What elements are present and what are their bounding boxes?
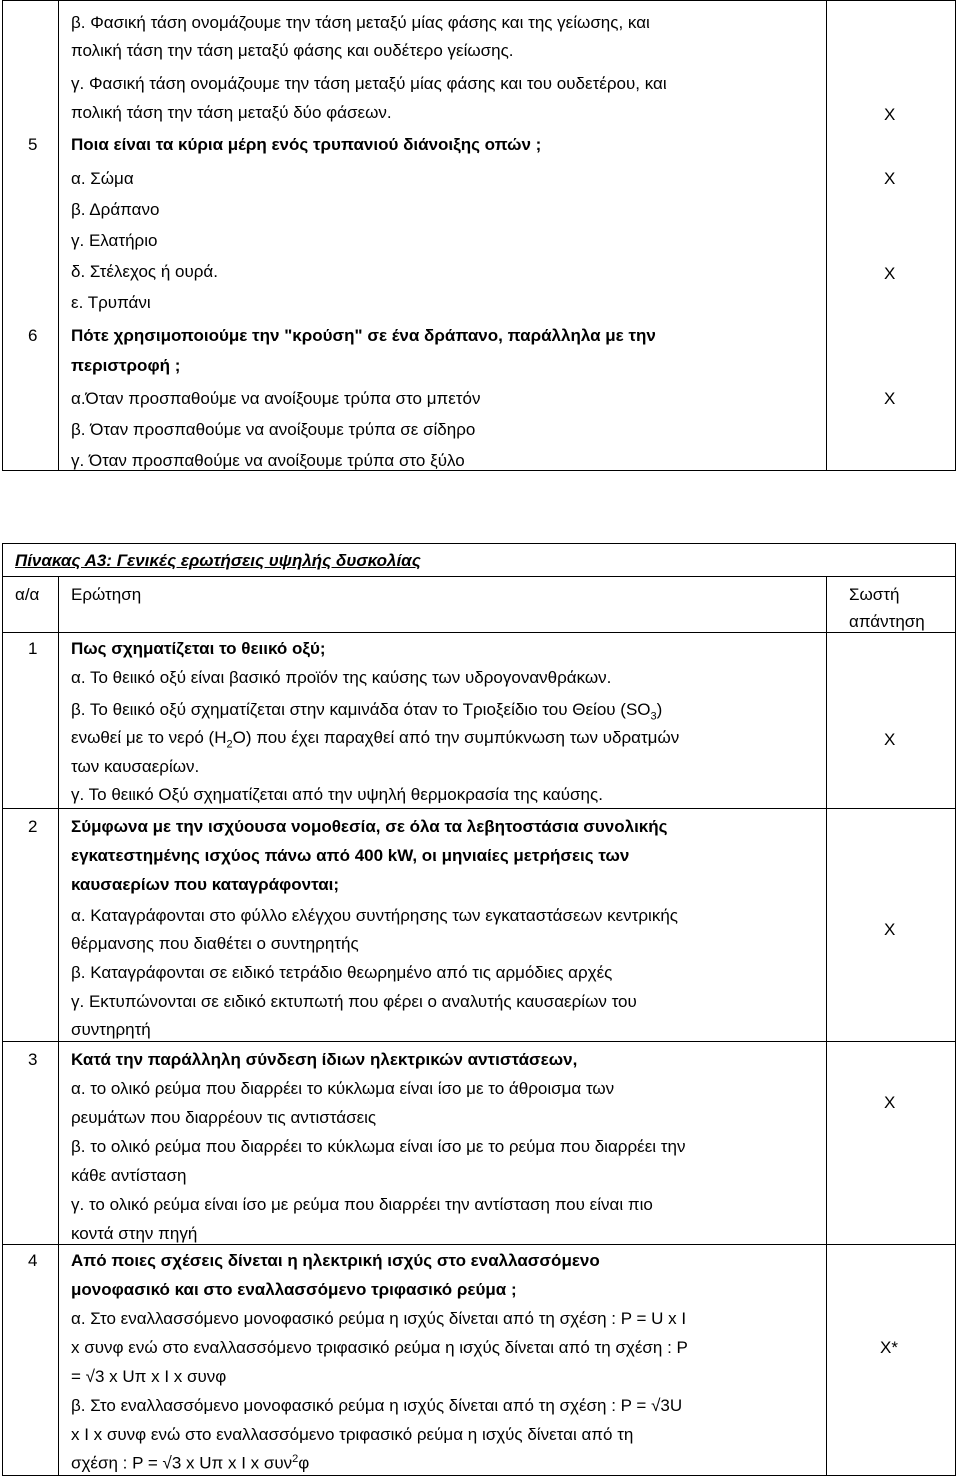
option-line: πολική τάση την τάση μεταξύ δύο φάσεων. — [71, 103, 392, 122]
header-question: Ερώτηση — [59, 577, 827, 633]
option-line: συντηρητή — [71, 1020, 151, 1039]
option-line: β. Φασική τάση ονομάζουμε την τάση μεταξύ μίας φάσης και της γείωσης, και — [71, 13, 650, 32]
number-column — [3, 1, 59, 471]
question-text: περιστροφή ; — [71, 356, 181, 375]
option-line: β. το ολικό ρεύμα που διαρρέει το κύκλωμα είναι ίσο με το ρεύμα που διαρρέει την — [71, 1137, 686, 1156]
question-text: Πότε χρησιμοποιούμε την "κρούση" σε ένα δράπανο, παράλληλα με την — [71, 326, 656, 345]
option-line: β. Καταγράφονται σε ειδικό τετράδιο θεωρημένο από τις αρμόδιες αρχές — [71, 963, 613, 982]
table-caption: Πίνακας Α3: Γενικές ερωτήσεις υψηλής δυσκολίας — [15, 551, 421, 570]
answer-mark: X — [884, 389, 896, 408]
answer-cell — [826, 1245, 955, 1476]
row-number: 2 — [3, 809, 59, 1042]
question-text: Σύμφωνα με την ισχύουσα νομοθεσία, σε όλα τα λεβητοστάσια συνολικής — [71, 817, 668, 836]
row-number: 1 — [3, 633, 59, 809]
answer-mark: X — [884, 169, 896, 188]
option-line: β. Στο εναλλασσόμενο μονοφασικό ρεύμα η ισχύς δίνεται από τη σχέση : P = √3U — [71, 1396, 683, 1415]
answer-column — [827, 1, 956, 471]
header-answer: Σωστή απάντηση — [826, 577, 955, 633]
option-line: α. Καταγράφονται στο φύλλο ελέγχου συντήρησης των εγκαταστάσεων κεντρικής — [71, 906, 678, 925]
question-text: μονοφασικό και στο εναλλασσόμενο τριφασικό ρεύμα ; — [71, 1280, 517, 1299]
option-line: α. Το θειικό οξύ είναι βασικό προϊόν της καύσης των υδρογονανθράκων. — [71, 668, 612, 687]
answer-mark: X — [884, 105, 896, 124]
answer-mark: X — [883, 920, 896, 939]
table-caption-cell — [3, 544, 956, 577]
option-line: x συνφ ενώ στο εναλλασσόμενο τριφασικό ρεύμα η ισχύς δίνεται από τη σχέση : P — [71, 1338, 688, 1357]
option-line: β. Όταν προσπαθούμε να ανοίξουμε τρύπα σε σίδηρο — [71, 420, 476, 439]
question-number: 6 — [28, 326, 38, 345]
option-line: ε. Τρυπάνι — [71, 293, 151, 312]
option-line: α. Σώμα — [71, 169, 134, 188]
option-line: γ. Εκτυπώνονται σε ειδικό εκτυπωτή που φέρει ο αναλυτής καυσαερίων του — [71, 992, 637, 1011]
option-line: γ. το ολικό ρεύμα είναι ίσο με ρεύμα που διαρρέει την αντίσταση που είναι πιο — [71, 1195, 653, 1214]
option-line: α. το ολικό ρεύμα που διαρρέει το κύκλωμα είναι ίσο με το άθροισμα των — [71, 1079, 615, 1098]
option-line: κοντά στην πηγή — [71, 1224, 198, 1243]
question-text: εγκατεστημένης ισχύος πάνω από 400 kW, οι μηνιαίες μετρήσεις των — [71, 846, 630, 865]
row-number: 3 — [3, 1042, 59, 1245]
option-line: x I x συνφ ενώ στο εναλλασσόμενο τριφασικό ρεύμα η ισχύς δίνεται από τη — [71, 1425, 634, 1444]
question-number: 5 — [28, 135, 38, 154]
question-cell — [59, 1042, 827, 1245]
option-line: κάθε αντίσταση — [71, 1166, 187, 1185]
question-text: Ποια είναι τα κύρια μέρη ενός τρυπανιού διάνοιξης οπών ; — [71, 135, 542, 154]
question-cell — [59, 1245, 827, 1476]
answer-mark: X* — [879, 1338, 898, 1357]
header-number: α/α — [3, 577, 59, 633]
option-line: των καυσαερίων. — [71, 757, 200, 776]
option-line: = √3 x Uπ x I x συνφ — [71, 1367, 227, 1386]
question-column — [59, 1, 827, 471]
option-line: θέρμανσης που διαθέτει ο συντηρητής — [71, 934, 359, 953]
answer-cell — [826, 809, 955, 1042]
option-line: γ. Φασική τάση ονομάζουμε την τάση μεταξύ μίας φάσης και του ουδετέρου, και — [71, 74, 667, 93]
option-line: α.Όταν προσπαθούμε να ανοίξουμε τρύπα στο μπετόν — [71, 389, 481, 408]
option-line: γ. Ελατήριο — [71, 231, 158, 250]
option-line: β. Το θειικό οξύ σχηματίζεται στην καμινάδα όταν το Τριοξείδιο του Θείου $(SO_3)$ — [71, 700, 663, 723]
option-line: σχέση : P = √3 x Uπ x I x συν$^2$φ — [71, 1453, 310, 1473]
option-line: ρευμάτων που διαρρέουν τις αντιστάσεις — [71, 1108, 377, 1127]
questions-table-a3 — [2, 543, 956, 1476]
answer-cell — [826, 1042, 955, 1245]
questions-table-continued — [2, 0, 956, 471]
answer-mark: X — [883, 1093, 896, 1112]
option-line: β. Δράπανο — [71, 200, 160, 219]
option-line: πολική τάση την τάση μεταξύ φάσης και ουδέτερο γείωσης. — [71, 41, 514, 60]
answer-mark: X — [883, 730, 896, 749]
answer-cell — [826, 633, 955, 809]
question-text: Κατά την παράλληλη σύνδεση ίδιων ηλεκτρικών αντιστάσεων, — [71, 1050, 578, 1069]
question-cell — [59, 633, 827, 809]
option-line: α. Στο εναλλασσόμενο μονοφασικό ρεύμα η ισχύς δίνεται από τη σχέση : P = U x I — [71, 1309, 687, 1328]
question-text: καυσαερίων που καταγράφονται; — [71, 875, 340, 894]
option-line: δ. Στέλεχος ή ουρά. — [71, 262, 218, 281]
row-number: 4 — [3, 1245, 59, 1476]
question-text: Από ποιες σχέσεις δίνεται η ηλεκτρική ισχύς στο εναλλασσόμενο — [71, 1251, 600, 1270]
answer-mark: X — [884, 264, 896, 283]
option-line: γ. Όταν προσπαθούμε να ανοίξουμε τρύπα στο ξύλο — [71, 451, 465, 470]
question-cell — [59, 809, 827, 1042]
option-line: ενωθεί με το νερό $(H_2O)$ που έχει παραχθεί από την συμπύκνωση των υδρατμών — [71, 728, 680, 751]
question-text: Πως σχηματίζεται το θειικό οξύ; — [71, 639, 326, 658]
option-line: γ. Το θειικό Οξύ σχηματίζεται από την υψηλή θερμοκρασία της καύσης. — [71, 785, 603, 804]
